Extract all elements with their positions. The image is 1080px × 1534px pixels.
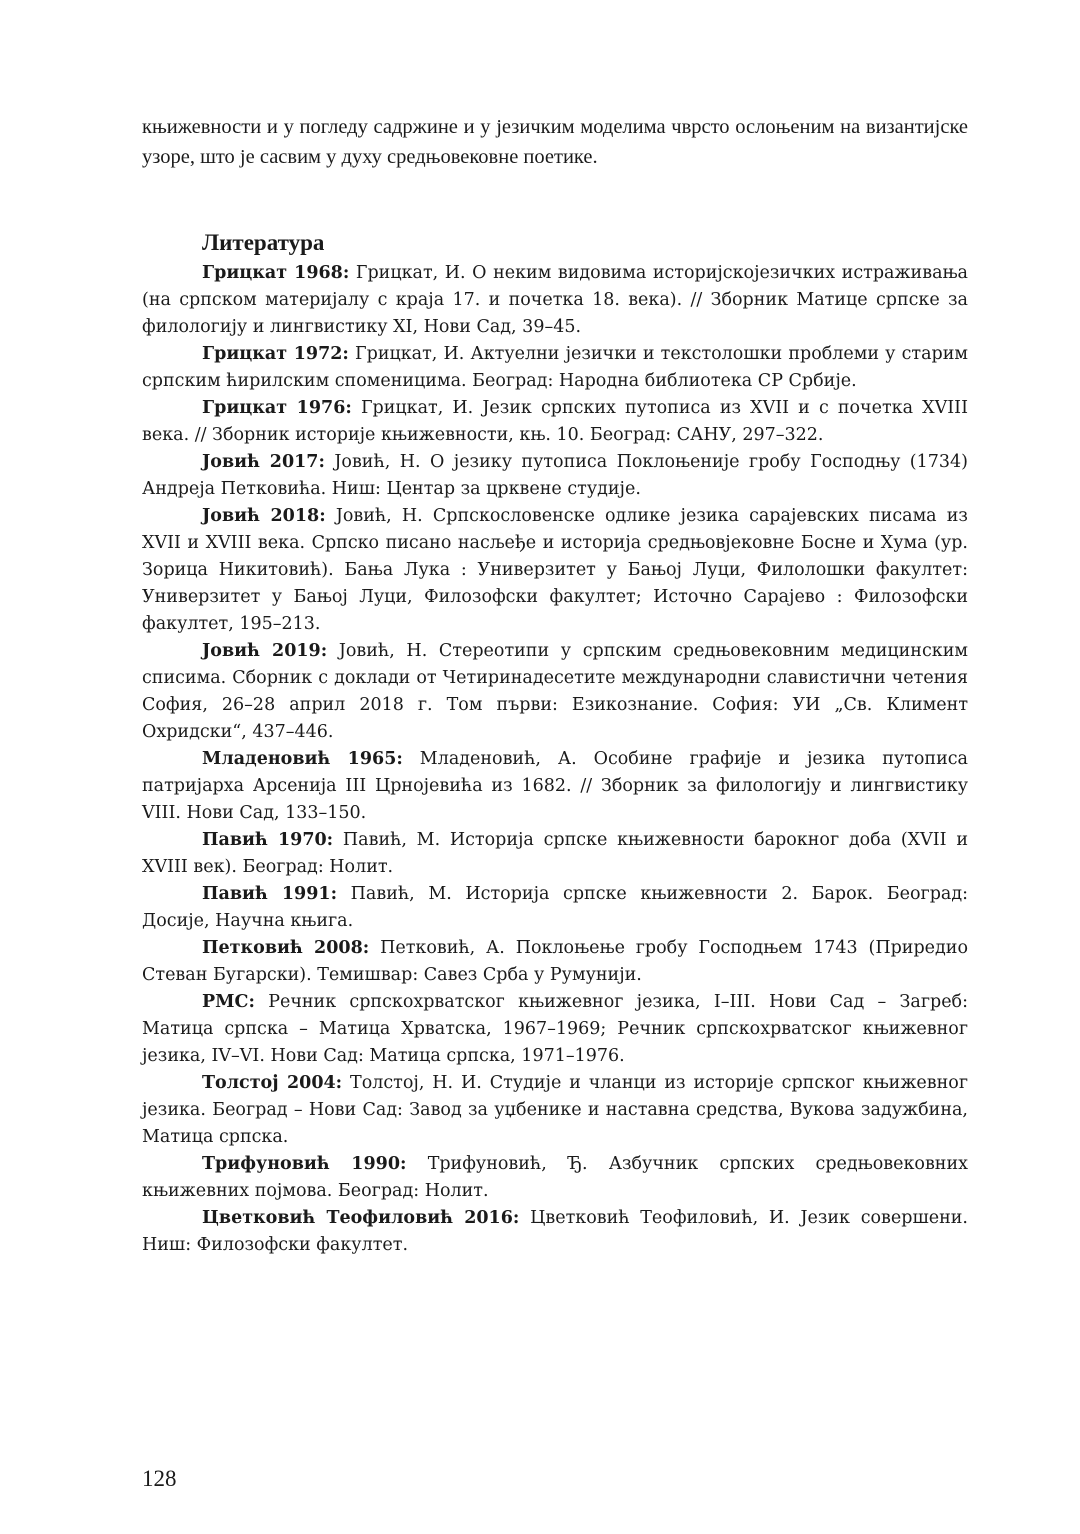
reference-text: Толстој, Н. И. Студије и чланци из историје српског књижевног језика. Београд – Нови Сад: Завод за уџбенике и наставна средства, Вукова задужбина, Матица српска. <box>142 1073 969 1147</box>
reference-item <box>142 503 968 638</box>
reference-key: Јовић 2017: <box>202 452 325 472</box>
reference-text: Грицкат, И. Актуелни језички и текстолошки проблеми у старим српским ћирилским споменицима. Београд: Народна библиотека СР Србије. <box>142 344 968 391</box>
reference-key: Трифуновић 1990: <box>202 1154 407 1174</box>
reference-key: Цветковић Теофиловић 2016: <box>202 1208 520 1228</box>
reference-key: Петковић 2008: <box>202 938 370 958</box>
reference-text: Јовић, Н. Стереотипи у српским средњовековним медицинским списима. Сборник с доклади от Четиринадесетите международни славистични четения София, 26–28 април 2018 г. Том първи: Езикознание. София: УИ „Св. Климент Охридски“, 437–446. <box>142 641 968 742</box>
reference-text: Цветковић Теофиловић, И. Језик совершени. Ниш: Филозофски факултет. <box>142 1208 968 1255</box>
reference-key: Јовић 2019: <box>202 641 328 661</box>
reference-key: Грицкат 1968: <box>202 263 350 283</box>
reference-key: Павић 1970: <box>202 830 334 850</box>
reference-text: Младеновић, А. Особине графије и језика путописа патријарха Арсенија III Црнојевића из 1682. // Зборник за филологију и лингвистику VIII. Нови Сад, 133–150. <box>142 749 968 823</box>
reference-text: Павић, М. Историја српске књижевности 2. Барок. Београд: Досије, Научна књига. <box>142 884 968 931</box>
reference-list <box>142 260 968 1259</box>
page-body <box>142 112 969 1255</box>
reference-item <box>142 1070 968 1151</box>
reference-item <box>142 341 968 395</box>
reference-item <box>142 935 968 989</box>
reference-key: Јовић 2018: <box>202 506 326 526</box>
reference-item <box>142 989 968 1070</box>
reference-item <box>142 1205 968 1259</box>
reference-text: Речник српскохрватског књижевног језика, I–III. Нови Сад – Загреб: Матица српска – Матица Хрватска, 1967–1969; Речник српскохрватског књижевног језика, IV–VI. Нови Сад: Матица српска, 1971–1976. <box>142 992 968 1066</box>
reference-text: Грицкат, И. О неким видовима историјскојезичких истраживања (на српском материјалу с краја 17. и почетка 18. века). // Зборник Матице српске за филологију и лингвистику XI, Нови Сад, 39–45. <box>142 263 968 337</box>
reference-text: Грицкат, И. Језик српских путописа из XVII и с почетка XVIII века. // Зборник историје књижевности, књ. 10. Београд: САНУ, 297–322. <box>142 398 968 445</box>
reference-key: Толстој 2004: <box>202 1073 343 1093</box>
reference-key: Грицкат 1976: <box>202 398 352 418</box>
reference-item <box>142 260 968 341</box>
reference-item <box>142 1151 968 1205</box>
reference-text: Павић, М. Историја српске књижевности барокног доба (XVII и XVIII век). Београд: Нолит. <box>142 830 968 877</box>
reference-text: Јовић, Н. Српскословенске одлике језика сарајевских писама из XVII и XVIII века. Српско писано насљеђе и историја средњовјековне Босне и Хума (ур. Зорица Никитовић). Бања Лука : Универзитет у Бањој Луци, Филолошки факултет: Универзитет у Бањој Луци, Филозофски факултет; Источно Сарајево : Филозофски факултет, 195–213. <box>142 506 968 634</box>
reference-item <box>142 638 968 746</box>
reference-key: Грицкат 1972: <box>202 344 349 364</box>
section-heading: Литература <box>202 230 325 255</box>
reference-key: Младеновић 1965: <box>202 749 403 769</box>
intro-paragraph: књижевности и у погледу садржине и у језичким моделима чврсто ослоњеним на византијске узоре, што је сасвим у духу средњовековне поетике. <box>142 116 968 168</box>
reference-item <box>142 827 968 881</box>
reference-item <box>142 881 968 935</box>
reference-text: Јовић, Н. О језику путописа Поклоњеније гробу Господњу (1734) Андреја Петковића. Ниш: Центар за црквене студије. <box>142 452 968 499</box>
reference-key: Павић 1991: <box>202 884 338 904</box>
reference-item <box>142 395 968 449</box>
page-number: 128 <box>142 1466 177 1491</box>
reference-text: Трифуновић, Ђ. Азбучник српских средњовековних књижевних појмова. Београд: Нолит. <box>142 1154 968 1201</box>
reference-key: РМС: <box>202 992 255 1012</box>
reference-text: Петковић, А. Поклоњење гробу Господњем 1743 (Приредио Стеван Бугарски). Темишвар: Савез Срба у Румунији. <box>142 938 968 985</box>
reference-item <box>142 449 968 503</box>
reference-item <box>142 746 968 827</box>
